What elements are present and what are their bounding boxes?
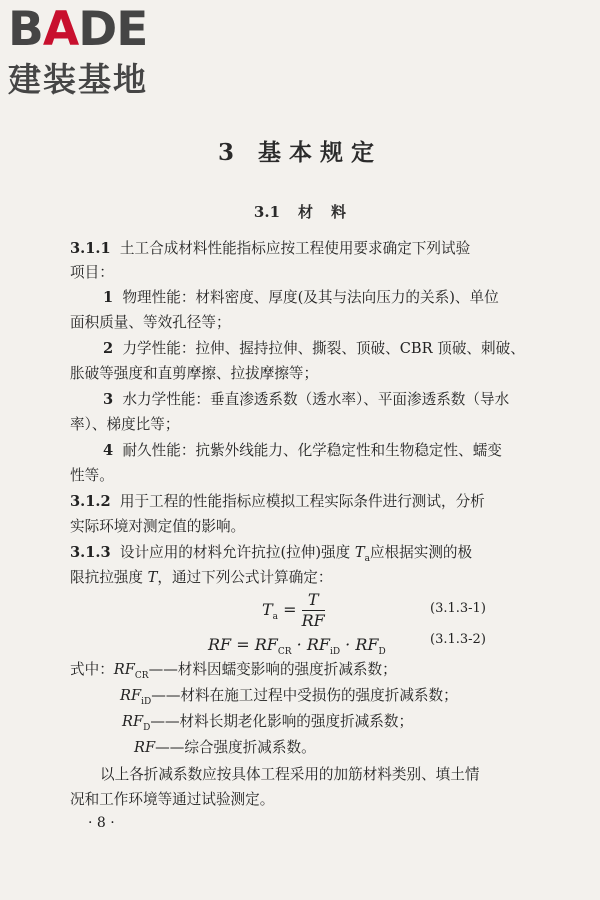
page-number: · 8 · bbox=[88, 815, 115, 831]
list-item: 4 耐久性能：抗紫外线能力、化学稳定性和生物稳定性、蠕变 bbox=[103, 442, 502, 459]
closing-paragraph-line2: 况和工作环境等通过试验测定。 bbox=[70, 791, 275, 808]
clause-3-1-2-line2: 实际环境对测定值的影响。 bbox=[70, 518, 246, 535]
logo-brand-text: BADE bbox=[8, 2, 148, 57]
logo-subtitle: 建装基地 bbox=[8, 60, 148, 99]
definition-row: 式中：$RF_{CR}——$材料因蠕变影响的强度折减系数； bbox=[70, 661, 397, 681]
clause-3-1-2: 3.1.2 用于工程的性能指标应模拟工程实际条件进行测试，分析 bbox=[70, 493, 485, 510]
clause-3-1-3-line2: 限抗拉强度 T，通过下列公式计算确定： bbox=[70, 569, 333, 586]
equation-number: (3.1.3-1) bbox=[430, 601, 486, 616]
list-item: 3 水力学性能：垂直渗透系数（透水率）、平面渗透系数（导水 bbox=[103, 391, 510, 408]
list-item-cont: 率）、梯度比等； bbox=[70, 416, 180, 433]
formula-3-1-3-1: $T_a$ = $\frac{T}{RF}$ bbox=[262, 590, 325, 630]
clause-3-1-1-line2: 项目： bbox=[70, 264, 114, 281]
definition-row: $RF_{iD}——$材料在施工过程中受损伤的强度折减系数； bbox=[120, 687, 458, 707]
equation-number: (3.1.3-2) bbox=[430, 632, 486, 647]
list-item: 1 物理性能：材料密度、厚度(及其与法向压力的关系)、单位 bbox=[103, 289, 499, 306]
list-item-cont: 性等。 bbox=[70, 467, 114, 484]
closing-paragraph: 以上各折减系数应按具体工程采用的加筋材料类别、填土情 bbox=[100, 766, 480, 783]
list-item-cont: 面积质量、等效孔径等； bbox=[70, 314, 231, 331]
list-item-cont: 胀破等强度和直剪摩擦、拉拔摩擦等； bbox=[70, 365, 319, 382]
clause-3-1-3: 3.1.3 设计应用的材料允许抗拉(拉伸)强度 $T_a$应根据实测的极 bbox=[70, 544, 473, 564]
definition-row: RF——综合强度折减系数。 bbox=[134, 739, 316, 756]
list-item: 2 力学性能：拉伸、握持拉伸、撕裂、顶破、CBR 顶破、刺破、 bbox=[103, 340, 525, 357]
section-heading: 3.1 材 料 bbox=[253, 203, 347, 221]
formula-3-1-3-2: RF = $RF_{CR} \cdot RF_{iD} \cdot RF_D$ bbox=[208, 635, 386, 658]
clause-3-1-1: 3.1.1 土工合成材料性能指标应按工程使用要求确定下列试验 bbox=[70, 240, 471, 257]
definition-row: $RF_D——$材料长期老化影响的强度折减系数； bbox=[122, 713, 414, 733]
chapter-title: 3 基本规定 bbox=[217, 139, 382, 166]
